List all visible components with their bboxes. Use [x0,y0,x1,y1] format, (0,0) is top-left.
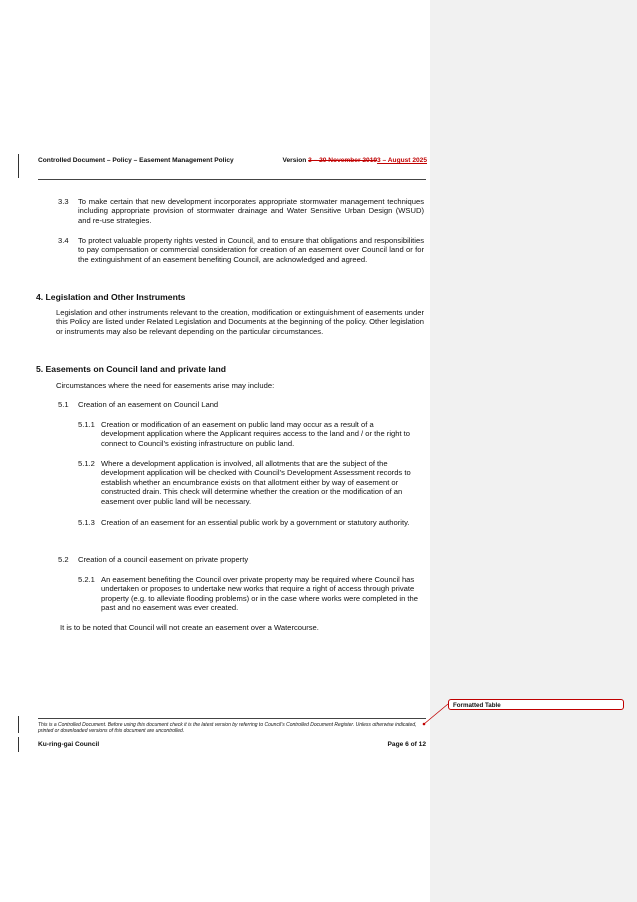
paragraph-5-1-1: Creation or modification of an easement on public land may occur as a result of a development application where the Applicant requires access to the land and / or the right to connect to Council’s existing infrastructure on public land. [101,420,411,448]
version-label: Version [282,157,309,164]
footer-page-number: Page 6 of 12 [387,741,426,748]
header-version [277,157,427,165]
item-number: 5.1.1 [78,420,95,429]
change-bar-footer-note [18,716,19,733]
section-5-intro: Circumstances where the need for easements arise may include: [56,381,275,390]
paragraph-5-1-3: Creation of an easement for an essential public work by a government or statutory authority. [101,518,410,527]
item-number: 3.4 [58,236,69,245]
formatted-table-comment[interactable]: Formatted Table [448,699,624,710]
paragraph-5-1-2: Where a development application is involved, all allotments that are the subject of the development application will be checked with Council’s Development Assessment records to establish whether an encumbrance exists on that allotment either by way of easement or constructed drain. This check will determine whether the creation or the modification of an easement over public land will be necessary. [101,459,411,506]
header-title: Controlled Document – Policy – Easement Management Policy [38,157,234,164]
footer-rule [38,718,426,719]
item-number: 5.1 [58,400,69,409]
section-heading-4: 4. Legislation and Other Instruments [36,292,186,302]
change-bar-header [18,154,19,178]
item-number: 5.2.1 [78,575,95,584]
section-heading-5: 5. Easements on Council land and private land [36,364,227,374]
subsection-5-1-title: Creation of an easement on Council Land [78,400,219,409]
comments-margin-pane [430,0,637,902]
footer-controlled-note: This is a Controlled Document. Before using this document check it is the latest version by referring to Council’s Controlled Document Register. Unless otherwise indicated, printed or downloaded versions of this document are uncontrolled. [38,722,417,734]
paragraph-section-4: Legislation and other instruments relevant to the creation, modification or extinguishment of easements under this Policy are listed under Related Legislation and Documents at the beginning of the policy. Other legislation or instruments may also be relevant depending on the particular circumstances. [56,308,424,336]
version-inserted-text: 3 – August 2025 [377,157,427,164]
paragraph-5-2-1: An easement benefiting the Council over private property may be required where Council has undertaken or proposes to undertake new works that require a right of access through private property (e.g. to alleviate flooding problems) or in the case where works were completed in the past and no easement was ever created. [101,575,418,613]
paragraph-3-3: To make certain that new development incorporates appropriate stormwater management techniques including appropriate provision of stormwater drainage and Water Sensitive Urban Design (WSUD) and re-use strategies. [78,197,424,225]
item-number: 5.2 [58,555,69,564]
item-number: 5.1.2 [78,459,95,468]
paragraph-3-4: To protect valuable property rights vested in Council, and to ensure that obligations and responsibilities to pay compensation or commercial consideration for creation of an easement over Council land or for the extinguishment of an easement benefiting Council, are acknowledged and agreed. [78,236,424,264]
item-number: 5.1.3 [78,518,95,527]
subsection-5-2-title: Creation of a council easement on private property [78,555,249,564]
watercourse-note: It is to be noted that Council will not create an easement over a Watercourse. [60,623,319,632]
item-number: 3.3 [58,197,69,206]
footer-organisation: Ku-ring-gai Council [38,741,100,748]
header-rule [38,179,426,180]
version-deleted-text: 3 – 20 November 2019 [308,157,378,164]
change-bar-footer [18,737,19,752]
